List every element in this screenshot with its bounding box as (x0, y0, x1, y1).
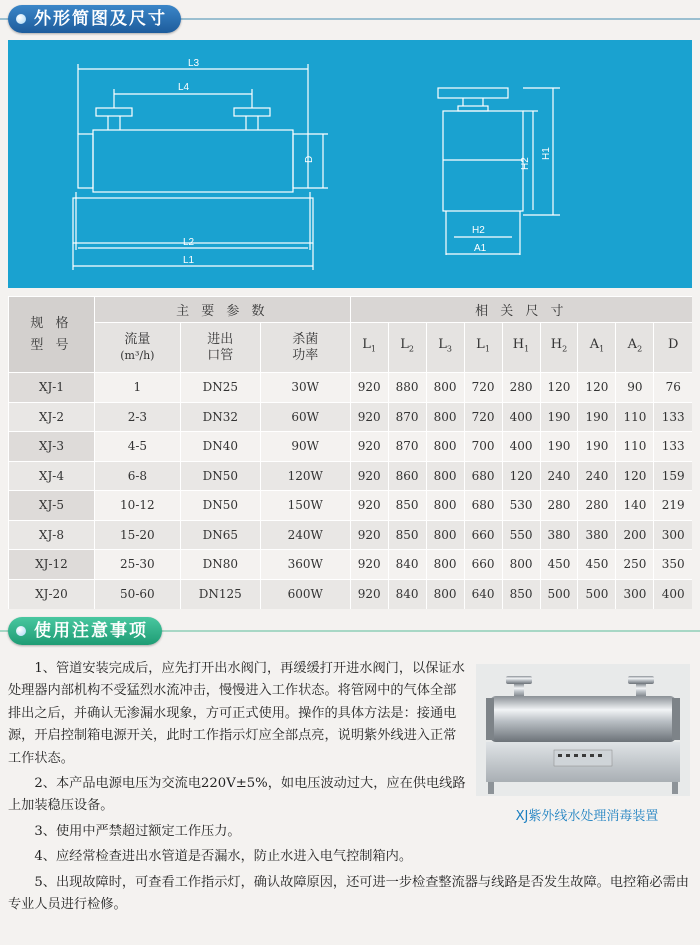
cell-dim: 450 (540, 550, 578, 580)
cell-dim: 800 (426, 550, 464, 580)
table-group-header (9, 297, 693, 323)
cell-dim: 850 (388, 520, 426, 550)
header-dim-6 (578, 323, 616, 373)
cell-dim: 200 (616, 520, 654, 550)
cell-pipe: DN65 (180, 520, 260, 550)
cell-dim: 190 (578, 402, 616, 432)
cell-dim: 380 (578, 520, 616, 550)
label-L1: L1 (183, 255, 195, 266)
cell-dim: 120 (540, 373, 578, 403)
label-L2: L2 (183, 237, 195, 248)
cell-dim: 500 (578, 579, 616, 609)
cell-dim: 850 (502, 579, 540, 609)
header-dim-8 (654, 323, 692, 373)
tube (490, 696, 676, 742)
cell-dim: 159 (654, 461, 692, 491)
header-dimensions: 相 关 尺 寸 (350, 297, 692, 323)
dim-sub: 2 (637, 344, 643, 354)
note-item-5: 5、出现故障时，可查看工作指示灯，确认故障原因，还可进一步检查整流器与线路是否发生故障。电控箱必需由专业人员进行检修。 (8, 874, 689, 913)
label-D: D (304, 155, 315, 163)
cell-dim: 550 (502, 520, 540, 550)
cell-dim: 500 (540, 579, 578, 609)
cell-dim: 90 (616, 373, 654, 403)
section-header-dimensions (0, 4, 700, 34)
cell-dim: 530 (502, 491, 540, 521)
section-title-notes: 使用注意事项 (8, 617, 162, 645)
cell-dim: 800 (502, 550, 540, 580)
dim-sub: 1 (370, 344, 376, 354)
dim-base: L (438, 337, 447, 353)
cell-dim: 920 (350, 461, 388, 491)
cell-dim: 920 (350, 491, 388, 521)
note-item-3: 3、使用中严禁超过额定工作压力。 (34, 823, 241, 839)
cell-dim: 140 (616, 491, 654, 521)
cell-pipe: DN32 (180, 402, 260, 432)
cell-dim: 860 (388, 461, 426, 491)
table-row (9, 432, 693, 462)
cell-dim: 680 (464, 461, 502, 491)
cell-dim: 800 (426, 461, 464, 491)
cell-dim: 120 (502, 461, 540, 491)
header-dim-5 (540, 323, 578, 373)
cell-dim: 133 (654, 432, 692, 462)
cell-flow: 25-30 (94, 550, 180, 580)
table-row (9, 579, 693, 609)
cell-dim: 800 (426, 579, 464, 609)
cell-power: 360W (260, 550, 350, 580)
cell-flow: 10-12 (94, 491, 180, 521)
cell-dim: 800 (426, 402, 464, 432)
dim-base: A (589, 337, 600, 353)
cell-dim: 240 (540, 461, 578, 491)
dimension-diagram (8, 40, 692, 288)
header-pipe: 进出 口管 (180, 323, 260, 373)
dim-base: D (667, 337, 679, 353)
cell-dim: 190 (578, 432, 616, 462)
header-main-params: 主 要 参 数 (94, 297, 350, 323)
cell-dim: 110 (616, 432, 654, 462)
cell-power: 90W (260, 432, 350, 462)
header-dim-2 (426, 323, 464, 373)
cell-pipe: DN50 (180, 491, 260, 521)
label-L4: L4 (178, 82, 190, 93)
cell-dim: 400 (502, 402, 540, 432)
header-dim-4 (502, 323, 540, 373)
cell-dim: 300 (616, 579, 654, 609)
cell-power: 30W (260, 373, 350, 403)
cell-dim: 800 (426, 373, 464, 403)
cell-flow: 2-3 (94, 402, 180, 432)
cell-dim: 680 (464, 491, 502, 521)
dim-base: H (512, 337, 525, 353)
note-item-4: 4、应经常检查进出水管道是否漏水，防止水进入电气控制箱内。 (34, 849, 413, 865)
cell-dim: 280 (502, 373, 540, 403)
cell-pipe: DN50 (180, 461, 260, 491)
dim-base: L (476, 337, 485, 353)
cell-dim: 190 (540, 402, 578, 432)
spec-table (8, 296, 692, 609)
header-flow-unit: (m³/h) (120, 348, 155, 362)
cell-dim: 660 (464, 550, 502, 580)
cell-model: XJ-5 (9, 491, 95, 521)
cell-dim: 870 (388, 402, 426, 432)
cell-pipe: DN40 (180, 432, 260, 462)
cell-model: XJ-8 (9, 520, 95, 550)
table-row (9, 402, 693, 432)
cell-flow: 4-5 (94, 432, 180, 462)
cell-dim: 640 (464, 579, 502, 609)
cell-power: 600W (260, 579, 350, 609)
cell-dim: 720 (464, 373, 502, 403)
cell-dim: 920 (350, 432, 388, 462)
cell-dim: 920 (350, 520, 388, 550)
dim-base: H (550, 337, 563, 353)
header-dim-3 (464, 323, 502, 373)
header-dim-1 (388, 323, 426, 373)
cell-dim: 870 (388, 432, 426, 462)
label-H1: H1 (541, 147, 552, 160)
dim-sub: 2 (408, 344, 414, 354)
cell-pipe: DN125 (180, 579, 260, 609)
dim-base: L (362, 337, 371, 353)
cell-model: XJ-2 (9, 402, 95, 432)
product-caption: XJ紫外线水处理消毒装置 (515, 809, 659, 824)
cell-dim: 660 (464, 520, 502, 550)
label-A1: A1 (474, 243, 487, 254)
table-row (9, 520, 693, 550)
dim-sub: 1 (599, 344, 605, 354)
cell-power: 150W (260, 491, 350, 521)
cell-power: 120W (260, 461, 350, 491)
cell-model: XJ-12 (9, 550, 95, 580)
dim-sub: 3 (446, 344, 452, 354)
header-flow-label: 流量 (124, 331, 151, 347)
cell-dim: 920 (350, 579, 388, 609)
cell-dim: 400 (502, 432, 540, 462)
tube-end-left (78, 134, 93, 188)
dim-sub: 1 (524, 344, 530, 354)
cell-model: XJ-20 (9, 579, 95, 609)
cell-dim: 720 (464, 402, 502, 432)
cell-dim: 240 (578, 461, 616, 491)
cell-dim: 920 (350, 402, 388, 432)
cell-dim: 250 (616, 550, 654, 580)
cell-dim: 850 (388, 491, 426, 521)
side-flange (438, 88, 508, 98)
dim-sub: 1 (484, 344, 490, 354)
label-H2-bottom: H2 (472, 225, 485, 236)
dimension-drawing (8, 40, 692, 288)
header-model: 规 格 型 号 (9, 297, 95, 373)
cell-dim: 800 (426, 520, 464, 550)
cell-dim: 120 (616, 461, 654, 491)
cell-pipe: DN80 (180, 550, 260, 580)
section-header-notes (0, 616, 700, 646)
flange-right (628, 676, 654, 684)
header-flow (94, 323, 180, 373)
side-body (443, 111, 523, 211)
cell-power: 240W (260, 520, 350, 550)
dim-sub: 2 (562, 344, 568, 354)
table-column-header (9, 323, 693, 373)
table-row (9, 461, 693, 491)
table-row (9, 491, 693, 521)
cell-dim: 840 (388, 550, 426, 580)
cell-flow: 6-8 (94, 461, 180, 491)
flange-left (506, 676, 532, 684)
header-dim-0 (350, 323, 388, 373)
cell-dim: 380 (540, 520, 578, 550)
cell-dim: 76 (654, 373, 692, 403)
cell-dim: 280 (540, 491, 578, 521)
cell-dim: 920 (350, 550, 388, 580)
cell-model: XJ-3 (9, 432, 95, 462)
cell-power: 60W (260, 402, 350, 432)
cell-model: XJ-4 (9, 461, 95, 491)
label-H2-side: H2 (520, 157, 531, 170)
label-L3: L3 (188, 58, 200, 69)
cell-dim: 300 (654, 520, 692, 550)
cell-pipe: DN25 (180, 373, 260, 403)
cell-flow: 15-20 (94, 520, 180, 550)
table-row (9, 373, 693, 403)
cell-dim: 120 (578, 373, 616, 403)
section-title-dimensions: 外形简图及尺寸 (8, 5, 181, 33)
cell-dim: 350 (654, 550, 692, 580)
header-dim-7 (616, 323, 654, 373)
flange-right (234, 108, 270, 116)
cell-dim: 800 (426, 491, 464, 521)
cell-flow: 50-60 (94, 579, 180, 609)
tube-body (93, 130, 293, 192)
cell-dim: 700 (464, 432, 502, 462)
cell-model: XJ-1 (9, 373, 95, 403)
note-item-2: 2、本产品电源电压为交流电220V±5%，如电压波动过大，应在供电线路上加装稳压设备。 (8, 776, 466, 814)
flange-left (96, 108, 132, 116)
dim-base: A (627, 337, 638, 353)
table-row (9, 550, 693, 580)
cell-dim: 920 (350, 373, 388, 403)
header-power: 杀菌 功率 (260, 323, 350, 373)
product-photo (476, 664, 690, 796)
cell-dim: 840 (388, 579, 426, 609)
cell-flow: 1 (94, 373, 180, 403)
spec-table-body (9, 373, 693, 609)
cell-dim: 280 (578, 491, 616, 521)
cell-dim: 110 (616, 402, 654, 432)
cell-dim: 450 (578, 550, 616, 580)
cell-dim: 400 (654, 579, 692, 609)
cell-dim: 219 (654, 491, 692, 521)
cell-dim: 880 (388, 373, 426, 403)
cell-dim: 800 (426, 432, 464, 462)
cell-dim: 190 (540, 432, 578, 462)
cell-dim: 133 (654, 402, 692, 432)
dim-base: L (400, 337, 409, 353)
note-item-1: 1、管道安装完成后，应先打开出水阀门，再缓缓打开进水阀门，以保证水处理器内部机构不受猛烈水流冲击，慢慢进入工作状态。将管网中的气体全部排出之后，并确认无渗漏水现象，方可正式使用。操作的具体方法是：接通电源，开启控制箱电源开关，此时工作指示灯应全部点亮，说明紫外线进入正常工作状态。 (8, 661, 465, 766)
